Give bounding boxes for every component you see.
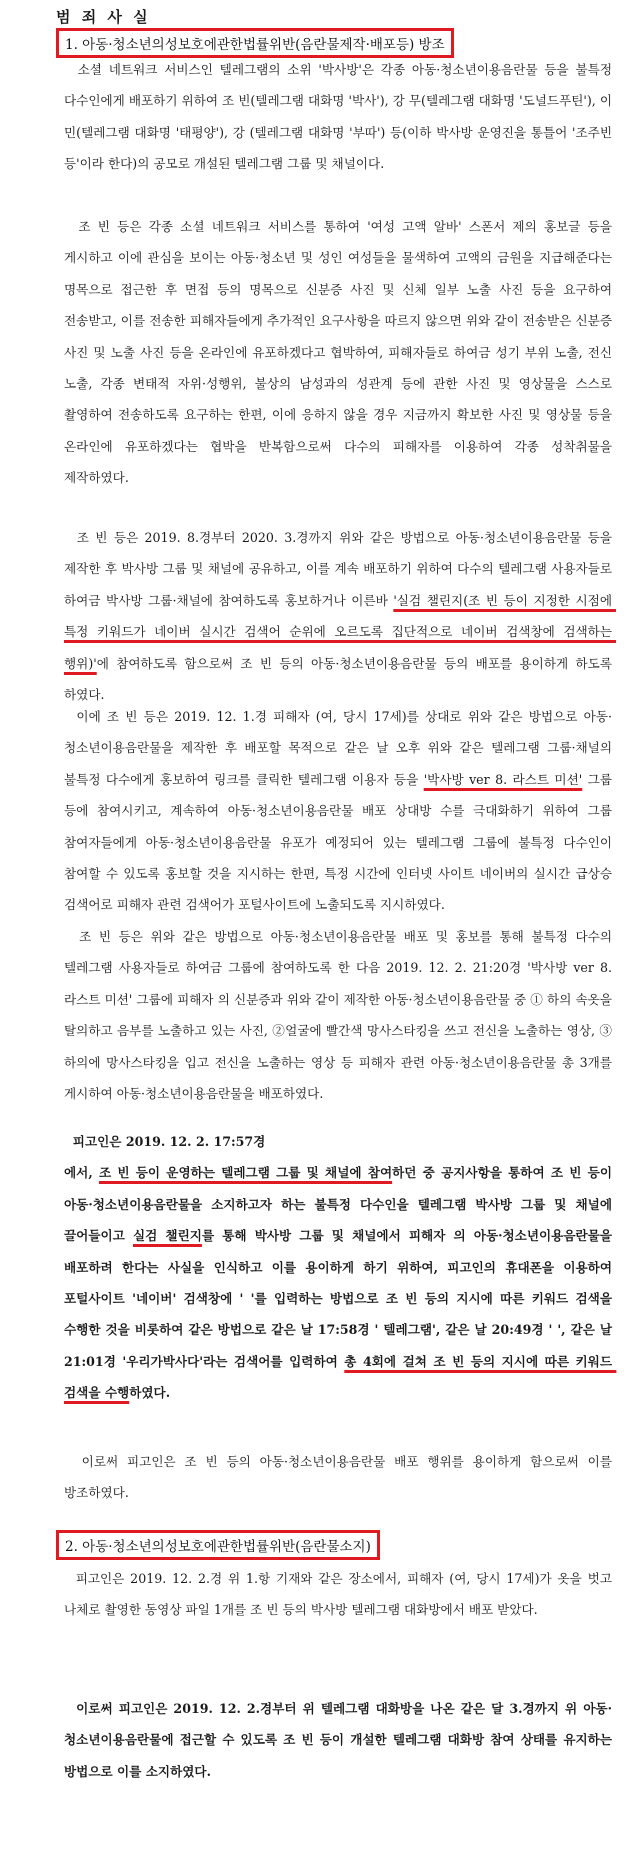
text-run: 그룹 등에 참여시키고, 계속하여 아동·청소년이용음란물 배포 상대방 수를 극대화하기 위하여 그룹 참여자들에게 아동·청소년이용음란물 유포가 예정되어 있는 텔레그램 그룹에 불특정 다수인이 참여할 수 있도록 홍보할 것을 지시하는 한편, 특정 시간에 인터넷 사이트 네이버의 실시간 급상승 검색어로 피해자 관련 검색어가 포털사이트에 노출되도록 지시하였다. [64, 771, 617, 913]
section-1-paragraph-1 [64, 54, 617, 180]
underlined-phrase: '박사방 ver 8. 라스트 미션' [423, 771, 583, 787]
underlined-phrase: '실검 챌린지(조 빈 등이 지정한 시점에 특정 키워드가 네이버 실시간 검색어 순위에 오르도록 집단적으로 네이버 검색창에 검색하는 행위)' [64, 592, 617, 671]
section-1-paragraph-5 [64, 921, 617, 1109]
text-run: 에 참여하도록 함으로써 조 빈 등의 아동·청소년이용음란물 등의 배포를 용이하게 하도록 하였다. [64, 655, 617, 703]
text-run: 이로써 피고인은 2019. 12. 2.경부터 위 텔레그램 대화방을 나온 같은 달 3.경까지 위 아동·청소년이용음란물에 접근할 수 있도록 조 빈 등이 개설한 텔레그램 대화방 참여 상태를 유지하는 방법으로 이를 소지하였다. [64, 1701, 617, 1779]
underlined-phrase: 총 4회에 걸쳐 조 빈 등의 지시에 따른 키워드 검색을 수행 [64, 1353, 617, 1401]
text-run: 피고인은 2019. 12. 2. 17:57경 에서, [64, 1134, 266, 1181]
text-run: 피고인은 2019. 12. 2.경 위 1.항 기재와 같은 장소에서, 피해자 (여, 당시 17세)가 옷을 벗고 나체로 촬영한 동영상 파일 1개를 조 빈 등의 박사방 텔레그램 대화방에서 배포 받았다. [64, 1571, 617, 1618]
text-run: 이로써 피고인은 조 빈 등의 아동·청소년이용음란물 배포 행위를 용이하게 함으로써 이를 방조하였다. [64, 1454, 617, 1501]
text-run: 하던 중 공지사항을 통하여 조 빈 등이 아동·청소년이용음란물을 소지하고자 하는 불특정 다수인을 텔레그램 박사방 그룹 및 채널에 끌어들이고 [64, 1165, 617, 1244]
section-2-paragraph-2 [64, 1693, 617, 1787]
underlined-phrase: 실검 챌린지 [132, 1228, 202, 1244]
section-1-paragraph-6 [64, 1126, 617, 1409]
section-2-paragraph-1 [64, 1563, 617, 1626]
text-run: 조 빈 등은 각종 소셜 네트워크 서비스를 통하여 '여성 고액 알바' 스폰서 제의 홍보글 등을 게시하고 이에 관심을 보이는 아동·청소년 및 성인 여성들을 물색하여 고액의 금원을 지급해준다는 명목으로 접근한 후 면접 등의 명목으로 신분증 사진 및 신체 일부 노출 사진 등을 요구하여 전송받고, 이를 전송한 피해자들에게 추가적인 요구사항을 따르지 않으면 위와 같이 전송받은 신분증 사진 및 노출 사진 등을 온라인에 유포하겠다고 협박하여, 피해자들로 하여금 성기 부위 노출, 전신 노출, 각종 변태적 자위·성행위, 불상의 남성과의 성관계 등에 관한 사진 및 영상물을 스스로 촬영하여 전송하도록 요구하는 한편, 이에 응하지 않을 경우 지금까지 확보한 사진 및 영상물 등을 온라인에 유포하겠다는 협박을 반복함으로써 다수의 피해자를 이용하여 각종 성착취물을 제작하였다. [64, 219, 617, 486]
section-1-paragraph-4 [64, 701, 617, 921]
text-run: 조 빈 등은 2019. 8.경부터 2020. 3.경까지 위와 같은 방법으로 아동·청소년이용음란물 등을 제작한 후 박사방 그룹 및 채널에 공유하고, 이를 계속 배포하기 위하여 다수의 텔레그램 사용자들로 하여금 박사방 그룹·채널에 참여하도록 홍보하거나 이른바 [64, 530, 617, 608]
text-run: 소셜 네트워크 서비스인 텔레그램의 소위 '박사방'은 각종 아동·청소년이용음란물 등을 불특정 다수인에게 배포하기 위하여 조 빈(텔레그램 대화명 '박사'), 강 무(텔레그램 대화명 '도널드푸틴'), 이 민(텔레그램 대화명 '태평양'), 강 (텔레그램 대화명 '부따') 등(이하 박사방 운영진을 통틀어 '조주빈 등'이라 한다)의 공모로 개설된 텔레그램 그룹 및 채널이다. [64, 62, 617, 172]
document-heading: 범 죄 사 실 [56, 8, 151, 26]
underlined-phrase: 조 빈 등이 운영하는 텔레그램 그룹 및 채널에 참여 [98, 1165, 393, 1181]
section-2-title: 2. 아동·청소년의성보호에관한법률위반(음란물소지) [56, 1530, 380, 1560]
text-run: 이에 조 빈 등은 2019. 12. 1.경 피해자 (여, 당시 17세)를 상대로 위와 같은 방법으로 아동·청소년이용음란물을 제작한 후 배포할 목적으로 같은 날 오후 위와 같은 텔레그램 그룹·채널의 불특정 다수에게 홍보하여 링크를 클릭한 텔레그램 이용자 등을 [64, 709, 617, 787]
text-run: 하였다. [129, 1385, 171, 1401]
text-run: 조 빈 등은 위와 같은 방법으로 아동·청소년이용음란물 배포 및 홍보를 통해 불특정 다수의 텔레그램 사용자들로 하여금 그룹에 참여하도록 한 다음 2019. 12. 2. 21:20경 '박사방 ver 8. 라스트 미션' 그룹에 피해자 의 신분증과 위와 같이 제작한 아동·청소년이용음란물 중 ① 하의 속옷을 탈의하고 음부를 노출하고 있는 사진, ②얼굴에 빨간색 망사스타킹을 쓰고 전신을 노출하는 영상, ③ 하의에 망사스타킹을 입고 전신을 노출하는 영상 등 피해자 관련 아동·청소년이용음란물 총 3개를 게시하여 아동·청소년이용음란물을 배포하였다. [64, 929, 617, 1102]
section-1-paragraph-2 [64, 211, 617, 494]
section-1-paragraph-7 [64, 1446, 617, 1509]
section-1-title: 1. 아동·청소년의성보호에관한법률위반(음란물제작·배포등) 방조 [56, 28, 454, 58]
text-run: 를 통해 박사방 그룹 및 채널에서 피해자 의 아동·청소년이용음란물을 배포하려 한다는 사실을 인식하고 이를 용이하게 하기 위하여, 피고인의 휴대폰을 이용하여 포털사이트 '네이버' 검색창에 ' '를 입력하는 방법으로 조 빈 등의 지시에 따른 키워드 검색을 수행한 것을 비롯하여 같은 방법으로 같은 날 17:58경 ' 텔레그램', 같은 날 20:49경 ' ', 같은 날 21:01경 '우리가박사다'라는 검색어를 입력하여 [64, 1228, 617, 1369]
section-1-paragraph-3 [64, 522, 617, 710]
